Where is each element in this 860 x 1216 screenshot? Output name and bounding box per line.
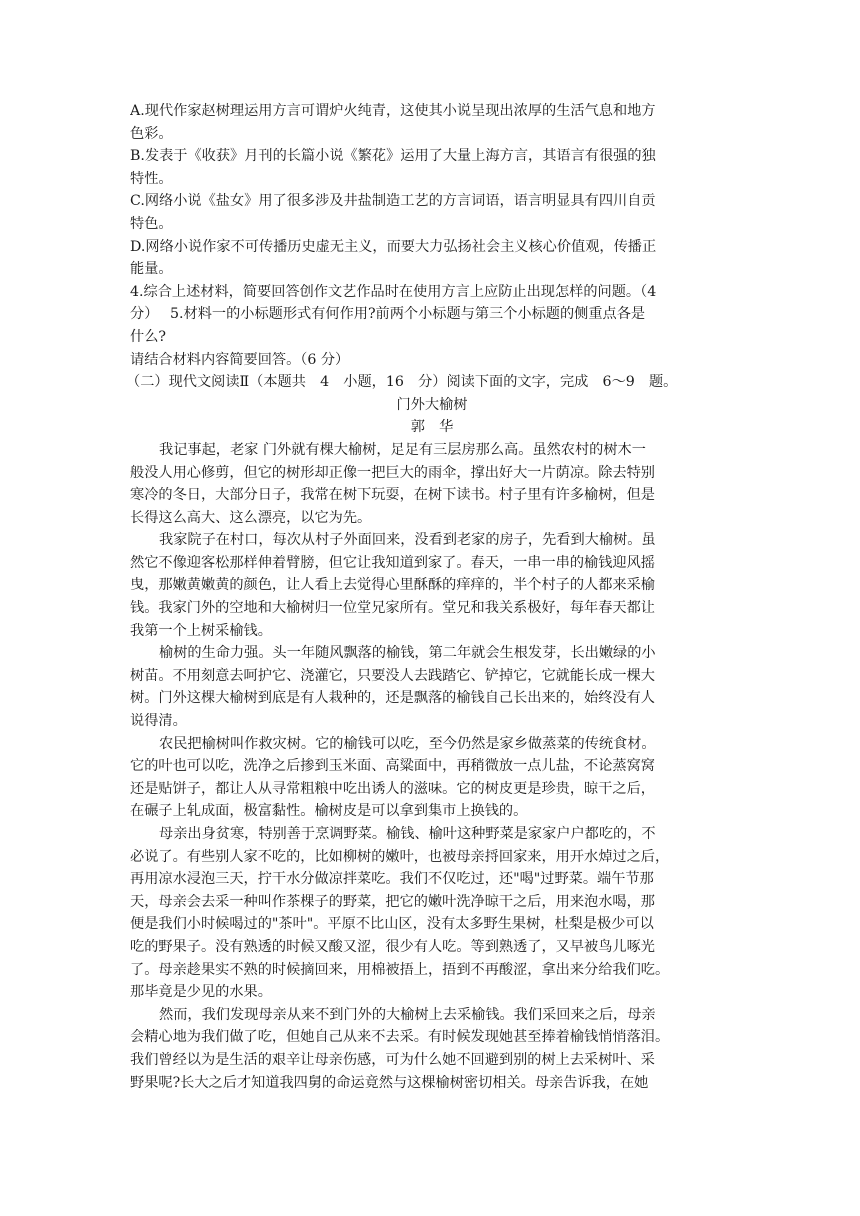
paragraph <box>130 529 734 642</box>
option-line: 能量。 <box>130 261 173 278</box>
paragraph-line: 长得这么高大、这么漂亮，以它为先。 <box>130 509 372 526</box>
paragraph-line: 那毕竟是少见的水果。 <box>130 984 272 1001</box>
paragraph-line: 必说了。有些别人家不吃的，比如柳树的嫩叶，也被母亲捋回家来，用开水焯过之后， <box>130 848 670 865</box>
paragraph-line: 农民把榆树叫作救灾树。它的榆钱可以吃，至今仍然是家乡做蒸菜的传统食材。 <box>159 735 656 752</box>
paragraph-line: 它的叶也可以吃，洗净之后掺到玉米面、高粱面中，再稍微放一点儿盐，不论蒸窝窝 <box>130 758 655 775</box>
option-line: C.网络小说《盐女》用了很多涉及井盐制造工艺的方言词语，语言明显具有四川自贡 <box>130 193 656 210</box>
paragraph-line: 野果呢?长大之后才知道我四舅的命运竟然与这棵榆树密切相关。母亲告诉我，在她 <box>130 1074 649 1091</box>
question-line: 什么? <box>130 328 166 345</box>
paragraph-line: 天，母亲会去采一种叫作茶棵子的野菜，把它的嫩叶洗净晾干之后，用来泡水喝，那 <box>130 893 655 910</box>
paragraph <box>130 823 734 1004</box>
paragraph-line: 会精心地为我们做了吃，但她自己从来不去采。有时候发现她甚至捧着榆钱悄悄落泪。 <box>130 1029 670 1046</box>
paragraph-line: 寒冷的冬日，大部分日子，我常在树下玩耍，在树下读书。村子里有许多榆树，但是 <box>130 487 655 504</box>
question-line: 分） 5.材料一的小标题形式有何作用?前两个小标题与第三个小标题的侧重点各是 <box>130 306 646 323</box>
questions-block <box>130 281 734 371</box>
paragraph-line: 钱。我家门外的空地和大榆树归一位堂兄家所有。堂兄和我关系极好，每年春天都让 <box>130 600 655 617</box>
paragraph-line: 还是贴饼子，都让人从寻常粗粮中吃出诱人的滋味。它的树皮更是珍贵，晾干之后， <box>130 780 655 797</box>
paragraph-line: 树。门外这棵大榆树到底是有人栽种的，还是飘落的榆钱自己长出来的，始终没有人 <box>130 690 655 707</box>
paragraph-line: 树苗。不用刻意去呵护它、浇灌它，只要没人去践踏它、铲掉它，它就能长成一棵大 <box>130 667 655 684</box>
option-item <box>130 145 734 190</box>
paragraph <box>130 642 734 732</box>
paragraph-line: 我们曾经以为是生活的艰辛让母亲伤感，可为什么她不回避到别的树上去采树叶、采 <box>130 1051 655 1068</box>
option-item <box>130 190 734 235</box>
paragraph-line: 然它不像迎客松那样伸着臂膀，但它让我知道到家了。春天，一串一串的榆钱迎风摇 <box>130 554 655 571</box>
option-line: 色彩。 <box>130 125 173 142</box>
paragraph-line: 我记事起，老家 门外就有棵大榆树，足足有三层房那么高。虽然农村的树木一 <box>159 441 646 458</box>
article-author: 郭 华 <box>410 419 454 436</box>
paragraph <box>130 439 734 529</box>
question-line: 4.综合上述材料，简要回答创作文艺作品时在使用方言上应防止出现怎样的问题。（4 <box>130 283 657 300</box>
paragraph <box>130 1004 734 1094</box>
option-line: 特色。 <box>130 215 173 232</box>
paragraph <box>130 733 734 823</box>
option-item <box>130 100 734 145</box>
paragraph-line: 再用凉水浸泡三天，拧干水分做凉拌菜吃。我们不仅吃过，还"喝"过野菜。端午节那 <box>130 871 654 888</box>
paragraph-line: 榆树的生命力强。头一年随风飘落的榆钱，第二年就会生根发芽，长出嫩绿的小 <box>159 645 656 662</box>
paragraph-line: 曳，那嫩黄嫩黄的颜色，让人看上去觉得心里酥酥的痒痒的，半个村子的人都来采榆 <box>130 577 655 594</box>
option-line: 特性。 <box>130 170 173 187</box>
paragraph-line: 我第一个上树采榆钱。 <box>130 622 272 639</box>
paragraph-line: 说得清。 <box>130 713 187 730</box>
option-line: B.发表于《收获》月刊的长篇小说《繁花》运用了大量上海方言，其语言有很强的独 <box>130 148 656 165</box>
option-item <box>130 236 734 281</box>
paragraph-line: 然而，我们发现母亲从来不到门外的大榆树上去采榆钱。我们采回来之后，母亲 <box>159 1006 656 1023</box>
paragraph-line: 我家院子在村口，每次从村子外面回来，没看到老家的房子，先看到大榆树。虽 <box>159 532 656 549</box>
paragraph-line: 吃的野果子。没有熟透的时候又酸又涩，很少有人吃。等到熟透了，又早被鸟儿啄光 <box>130 938 655 955</box>
paragraph-line: 便是我们小时候喝过的"茶叶"。平原不比山区，没有太多野生果树，杜梨是极少可以 <box>130 916 654 933</box>
option-line: A.现代作家赵树理运用方言可谓炉火纯青，这使其小说呈现出浓厚的生活气息和地方 <box>130 103 656 119</box>
answer-options <box>130 100 734 281</box>
paragraph-line: 在碾子上轧成面，极富黏性。榆树皮是可以拿到集市上换钱的。 <box>130 803 528 820</box>
article-title: 门外大榆树 <box>396 396 468 413</box>
section-header: （二）现代文阅读Ⅱ（本题共 4 小题，16 分）阅读下面的文字，完成 6～9 题。 <box>126 374 678 391</box>
article-body <box>130 439 734 1094</box>
paragraph-line: 般没人用心修剪，但它的树形却正像一把巨大的雨伞，撑出好大一片荫凉。除去特别 <box>130 464 655 481</box>
question-line: 请结合材料内容简要回答。（6 分） <box>130 351 350 368</box>
paragraph-line: 了。母亲趁果实不熟的时候摘回来，用棉被捂上，捂到不再酸涩，拿出来分给我们吃。 <box>130 961 670 978</box>
option-line: D.网络小说作家不可传播历史虚无主义，而要大力弘扬社会主义核心价值观，传播正 <box>130 238 657 255</box>
paragraph-line: 母亲出身贫寒，特别善于烹调野菜。榆钱、榆叶这种野菜是家家户户都吃的，不 <box>159 826 656 842</box>
